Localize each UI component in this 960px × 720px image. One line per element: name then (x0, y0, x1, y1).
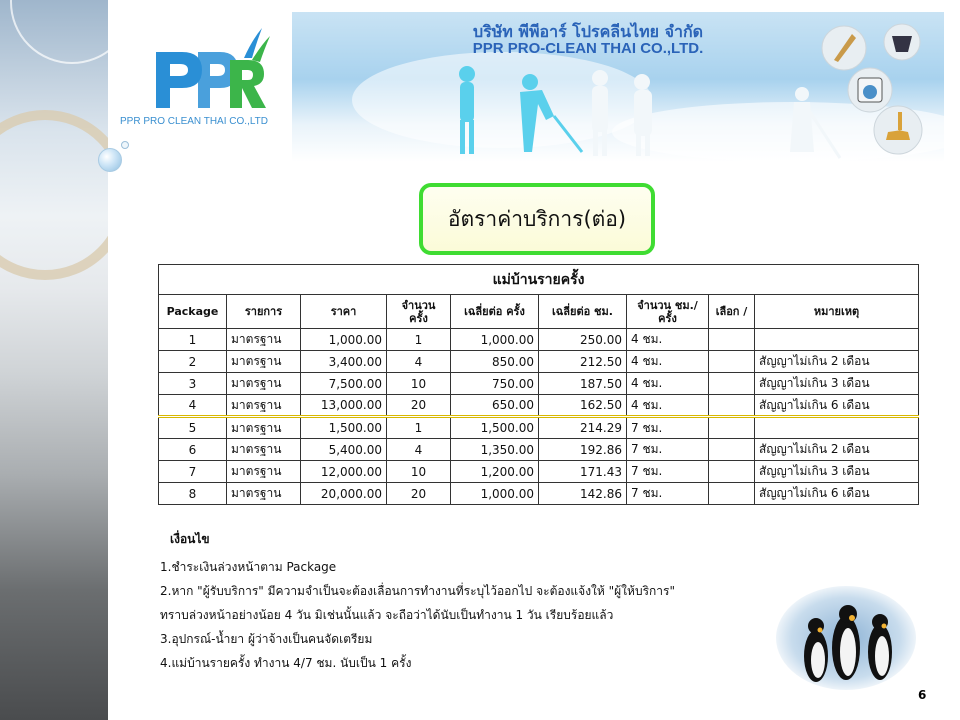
page-title: อัตราค่าบริการ(ต่อ) (419, 183, 655, 255)
table-cell: 2 (159, 351, 227, 373)
select-cell[interactable] (709, 329, 755, 351)
table-cell: สัญญาไม่เกิน 3 เดือน (755, 461, 919, 483)
table-cell: 1,350.00 (451, 439, 539, 461)
select-cell[interactable] (709, 439, 755, 461)
table-cell: สัญญาไม่เกิน 6 เดือน (755, 483, 919, 505)
condition-item: 4.แม่บ้านรายครั้ง ทำงาน 4/7 ชม. นับเป็น 1 ครั้ง (160, 656, 412, 670)
table-cell: 20 (387, 395, 451, 417)
table-cell: 650.00 (451, 395, 539, 417)
table-cell: 214.29 (539, 417, 627, 439)
table-cell: สัญญาไม่เกิน 6 เดือน (755, 395, 919, 417)
company-logo (120, 12, 290, 132)
condition-item: 3.อุปกรณ์-น้ำยา ผู้ว่าจ้างเป็นคนจัดเตรียม (160, 632, 373, 646)
table-cell: 4 ชม. (627, 351, 709, 373)
table-cell: 171.43 (539, 461, 627, 483)
table-cell: 212.50 (539, 351, 627, 373)
table-row (159, 373, 919, 395)
table-cell: 192.86 (539, 439, 627, 461)
table-body (159, 329, 919, 505)
table-header-row (159, 295, 919, 329)
table-cell: สัญญาไม่เกิน 2 เดือน (755, 439, 919, 461)
table-row (159, 395, 919, 417)
company-banner (292, 12, 944, 162)
table-cell: 1 (387, 417, 451, 439)
column-header: จำนวน ครั้ง (387, 295, 451, 329)
column-header: Package (159, 295, 227, 329)
table-cell (755, 417, 919, 439)
table-cell: 1 (159, 329, 227, 351)
table-cell: 12,000.00 (301, 461, 387, 483)
table-cell: 6 (159, 439, 227, 461)
table-cell: 1,500.00 (451, 417, 539, 439)
table-cell: สัญญาไม่เกิน 3 เดือน (755, 373, 919, 395)
conditions-list (160, 555, 800, 675)
table-cell: 4 ชม. (627, 395, 709, 417)
table-cell: 4 (387, 351, 451, 373)
bubble-decoration (121, 141, 129, 149)
table-cell: 5,400.00 (301, 439, 387, 461)
table-cell: 250.00 (539, 329, 627, 351)
table-cell: 8 (159, 483, 227, 505)
conditions-section (160, 530, 800, 675)
bubble-decoration (98, 148, 122, 172)
condition-item: 1.ชำระเงินล่วงหน้าตาม Package (160, 560, 337, 574)
select-cell[interactable] (709, 417, 755, 439)
table-cell: มาตรฐาน (227, 351, 301, 373)
penguins-image (776, 586, 916, 690)
table-cell: 1,200.00 (451, 461, 539, 483)
table-row (159, 351, 919, 373)
table-cell: สัญญาไม่เกิน 2 เดือน (755, 351, 919, 373)
table-row (159, 483, 919, 505)
company-name-english: PPR PRO-CLEAN THAI CO.,LTD. (472, 40, 704, 57)
table-cell: 7 (159, 461, 227, 483)
table-cell: 850.00 (451, 351, 539, 373)
table-cell: 1,500.00 (301, 417, 387, 439)
condition-item: 2.หาก "ผู้รับบริการ" มีความจำเป็นจะต้องเลื่อนการทำงานที่ระบุไว้ออกไป จะต้องแจ้งให้ "ผู้ให้บริการ" (160, 584, 675, 598)
table-cell: 10 (387, 461, 451, 483)
table-cell: 142.86 (539, 483, 627, 505)
service-rate-table (158, 264, 919, 505)
table-cell: 1 (387, 329, 451, 351)
select-cell[interactable] (709, 351, 755, 373)
table-row (159, 439, 919, 461)
table-cell: มาตรฐาน (227, 461, 301, 483)
left-decorative-strip (0, 0, 108, 720)
table-cell: 3 (159, 373, 227, 395)
table-cell: 7 ชม. (627, 417, 709, 439)
table-cell: 750.00 (451, 373, 539, 395)
select-cell[interactable] (709, 395, 755, 417)
table-cell: 3,400.00 (301, 351, 387, 373)
table-cell: 7 ชม. (627, 439, 709, 461)
page-number: 6 (918, 688, 927, 702)
table-cell: 7 ชม. (627, 461, 709, 483)
select-cell[interactable] (709, 373, 755, 395)
table-cell: มาตรฐาน (227, 417, 301, 439)
table-cell: 4 ชม. (627, 373, 709, 395)
column-header: หมายเหตุ (755, 295, 919, 329)
column-header: ราคา (301, 295, 387, 329)
table-cell: มาตรฐาน (227, 439, 301, 461)
table-cell: 20 (387, 483, 451, 505)
company-name-thai: บริษัท พีพีอาร์ โปรคลีนไทย จำกัด (472, 22, 704, 41)
column-header: เฉลี่ยต่อ ครั้ง (451, 295, 539, 329)
table-cell: 1,000.00 (451, 329, 539, 351)
table-cell: 5 (159, 417, 227, 439)
table-cell (755, 329, 919, 351)
logo-caption: PPR PRO CLEAN THAI CO.,LTD (120, 116, 268, 127)
select-cell[interactable] (709, 483, 755, 505)
table-cell: 7,500.00 (301, 373, 387, 395)
ppr-logo-mark (152, 20, 272, 120)
table-cell: 20,000.00 (301, 483, 387, 505)
table-cell: 7 ชม. (627, 483, 709, 505)
table-cell: 1,000.00 (451, 483, 539, 505)
decorative-ring (0, 110, 108, 280)
column-header: เฉลี่ยต่อ ชม. (539, 295, 627, 329)
conditions-title: เงื่อนไข (170, 532, 210, 546)
table-cell: 162.50 (539, 395, 627, 417)
table-cell: มาตรฐาน (227, 483, 301, 505)
penguin-icon (776, 586, 916, 690)
table-cell: 187.50 (539, 373, 627, 395)
decorative-ring (10, 0, 108, 64)
table-cell: มาตรฐาน (227, 395, 301, 417)
column-header: เลือก / (709, 295, 755, 329)
table-cell: 4 ชม. (627, 329, 709, 351)
table-row (159, 461, 919, 483)
table-cell: 4 (159, 395, 227, 417)
select-cell[interactable] (709, 461, 755, 483)
table-cell: มาตรฐาน (227, 329, 301, 351)
table-caption: แม่บ้านรายครั้ง (159, 265, 919, 295)
condition-item: ทราบล่วงหน้าอย่างน้อย 4 วัน มิเช่นนั้นแล้ว จะถือว่าได้นับเป็นทำงาน 1 วัน เรียบร้อยแล้ว (160, 608, 614, 622)
table-cell: มาตรฐาน (227, 373, 301, 395)
table-row (159, 417, 919, 439)
column-header: รายการ (227, 295, 301, 329)
table-cell: 10 (387, 373, 451, 395)
table-cell: 13,000.00 (301, 395, 387, 417)
table-cell: 1,000.00 (301, 329, 387, 351)
table-cell: 4 (387, 439, 451, 461)
column-header: จำนวน ชม./ครั้ง (627, 295, 709, 329)
table-row (159, 329, 919, 351)
